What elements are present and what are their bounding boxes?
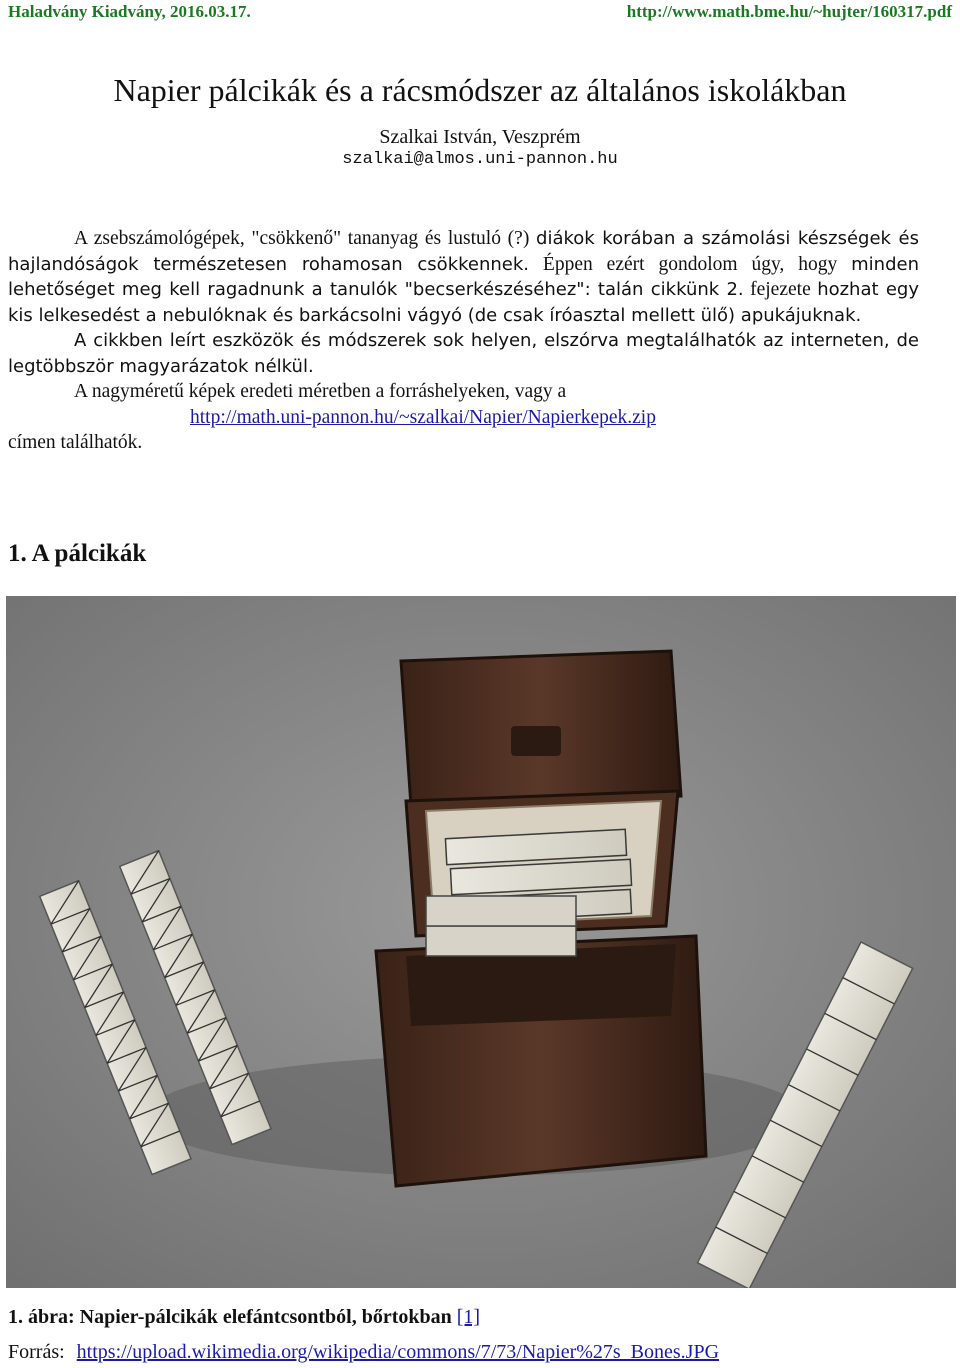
intro-part-5: fejezete [743,279,818,300]
intro-part-6: hozhat egy kis lelkesedést a nebulóknak és barkácsolni vágyó (de csak íróasztal mellett ülő) apukájuknak. [8,279,919,326]
paragraph-tools: A cikkben leírt eszközök és módszerek sok helyen, elszórva megtalálhatók az interneten, de legtöbbször magyarázatok nélkül. [8,330,919,377]
body-text [8,226,919,456]
page-header [8,0,952,24]
napier-bones-photo [6,596,956,1288]
intro-part-2: diákok korában a számolási készségek és hajlandóságok természetesen rohamosan csökkennek. [8,228,919,275]
author-line: Szalkai István, Veszprém [379,126,581,148]
figure-source [8,1341,719,1364]
source-label: Forrás: [8,1341,65,1363]
section-title: 1. A pálcikák [8,540,147,567]
paragraph-images-link-line [8,405,919,431]
intro-part-1: A zsebszámológépek, "csökkenő" tananyag és lustuló (?) [74,228,537,249]
intro-part-4: minden lehetőséget meg kell ragadnunk a tanulók "becserkészéséhez": talán cikkünk 2. [8,253,919,300]
paragraph-intro [8,226,919,328]
caption-ref-link[interactable]: [1] [456,1306,481,1328]
author-email[interactable]: szalkai@almos.uni-pannon.hu [342,150,618,169]
header-url[interactable]: http://www.math.bme.hu/~hujter/160317.pdf [626,2,952,21]
source-link[interactable]: https://upload.wikimedia.org/wikipedia/commons/7/73/Napier%27s_Bones.JPG [76,1341,720,1363]
page-title: Napier pálcikák és a rácsmódszer az általános iskolákban [113,72,847,108]
paragraph-images-end: címen találhatók. [8,432,143,453]
header-left: Haladvány Kiadvány, 2016.03.17. [8,2,251,21]
figure-caption [8,1306,480,1329]
images-zip-link[interactable]: http://math.uni-pannon.hu/~szalkai/Napier/Napierkepek.zip [190,406,656,428]
intro-part-3: Éppen ezért gondolom úgy, hogy [529,253,852,275]
caption-text: 1. ábra: Napier-pálcikák elefántcsontból, bőrtokban [8,1306,457,1328]
paragraph-images: A nagyméretű képek eredeti méretben a forráshelyeken, vagy a [74,381,567,402]
